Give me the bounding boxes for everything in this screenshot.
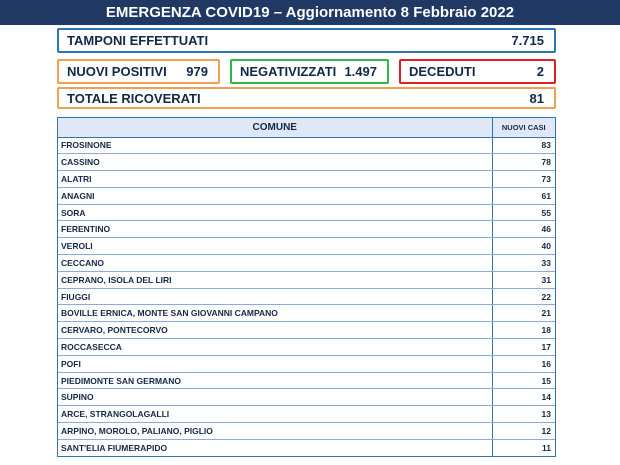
- comune-cell: SANT'ELIA FIUMERAPIDO: [58, 439, 492, 456]
- comune-cell: CEPRANO, ISOLA DEL LIRI: [58, 271, 492, 288]
- nuovi-casi-cell: 31: [492, 271, 555, 288]
- nuovi-casi-cell: 33: [492, 255, 555, 272]
- ricoverati-label: TOTALE RICOVERATI: [67, 90, 201, 106]
- table-row: [58, 221, 555, 238]
- header-comune: COMUNE: [58, 118, 492, 137]
- table-row: [58, 423, 555, 440]
- comune-cell: ALATRI: [58, 171, 492, 188]
- comune-cell: PIEDIMONTE SAN GERMANO: [58, 372, 492, 389]
- nuovi-casi-cell: 73: [492, 171, 555, 188]
- table-body: [58, 137, 555, 456]
- nuovi-casi-cell: 17: [492, 339, 555, 356]
- table-row: [58, 187, 555, 204]
- deceduti-label: DECEDUTI: [409, 64, 476, 79]
- table-row: [58, 288, 555, 305]
- nuovi-casi-cell: 78: [492, 154, 555, 171]
- nuovi-casi-cell: 55: [492, 204, 555, 221]
- table-row: [58, 154, 555, 171]
- table-row: [58, 171, 555, 188]
- header-nuovi-casi: NUOVI CASI: [492, 118, 555, 137]
- positivi-value: 979: [186, 64, 208, 79]
- nuovi-casi-cell: 13: [492, 406, 555, 423]
- positivi-box: [57, 59, 220, 84]
- table-row: [58, 238, 555, 255]
- tamponi-box: [57, 28, 556, 53]
- tamponi-label: TAMPONI EFFETTUATI: [67, 33, 209, 48]
- table-row: [58, 255, 555, 272]
- table-header-row: [58, 118, 555, 137]
- page-title: EMERGENZA COVID19 – Aggiornamento 8 Febbraio 2022: [0, 0, 620, 25]
- nuovi-casi-cell: 61: [492, 187, 555, 204]
- table-row: [58, 439, 555, 456]
- nuovi-casi-cell: 12: [492, 423, 555, 440]
- nuovi-casi-cell: 15: [492, 372, 555, 389]
- deceduti-value: 2: [536, 64, 544, 79]
- table-row: [58, 389, 555, 406]
- comune-cell: SORA: [58, 204, 492, 221]
- table-row: [58, 271, 555, 288]
- table-row: [58, 372, 555, 389]
- comune-cell: ARPINO, MOROLO, PALIANO, PIGLIO: [58, 423, 492, 440]
- nuovi-casi-cell: 40: [492, 238, 555, 255]
- comune-cell: ARCE, STRANGOLAGALLI: [58, 406, 492, 423]
- comune-cell: ANAGNI: [58, 187, 492, 204]
- nuovi-casi-cell: 14: [492, 389, 555, 406]
- table-row: [58, 406, 555, 423]
- comune-cell: CASSINO: [58, 154, 492, 171]
- table-row: [58, 355, 555, 372]
- negativizzati-box: [230, 59, 389, 84]
- comune-cell: FROSINONE: [58, 137, 492, 154]
- comune-cell: FERENTINO: [58, 221, 492, 238]
- nuovi-casi-cell: 46: [492, 221, 555, 238]
- comune-cell: ROCCASECCA: [58, 339, 492, 356]
- comune-cell: SUPINO: [58, 389, 492, 406]
- ricoverati-box: [57, 87, 556, 109]
- negativizzati-value: 1.497: [344, 64, 377, 79]
- comune-cell: CECCANO: [58, 255, 492, 272]
- comune-cell: FIUGGI: [58, 288, 492, 305]
- table-row: [58, 137, 555, 154]
- table-row: [58, 339, 555, 356]
- table-row: [58, 204, 555, 221]
- nuovi-casi-cell: 21: [492, 305, 555, 322]
- nuovi-casi-cell: 11: [492, 439, 555, 456]
- nuovi-casi-cell: 18: [492, 322, 555, 339]
- negativizzati-label: NEGATIVIZZATI: [240, 64, 337, 79]
- tamponi-value: 7.715: [511, 33, 544, 48]
- positivi-label: NUOVI POSITIVI: [67, 64, 167, 79]
- ricoverati-value: 81: [529, 90, 544, 106]
- comune-cell: VEROLI: [58, 238, 492, 255]
- deceduti-box: [399, 59, 556, 84]
- comuni-table: [57, 117, 556, 457]
- comune-cell: POFI: [58, 355, 492, 372]
- nuovi-casi-cell: 83: [492, 137, 555, 154]
- table-row: [58, 305, 555, 322]
- table-row: [58, 322, 555, 339]
- comune-cell: BOVILLE ERNICA, MONTE SAN GIOVANNI CAMPANO: [58, 305, 492, 322]
- nuovi-casi-cell: 22: [492, 288, 555, 305]
- nuovi-casi-cell: 16: [492, 355, 555, 372]
- comune-cell: CERVARO, PONTECORVO: [58, 322, 492, 339]
